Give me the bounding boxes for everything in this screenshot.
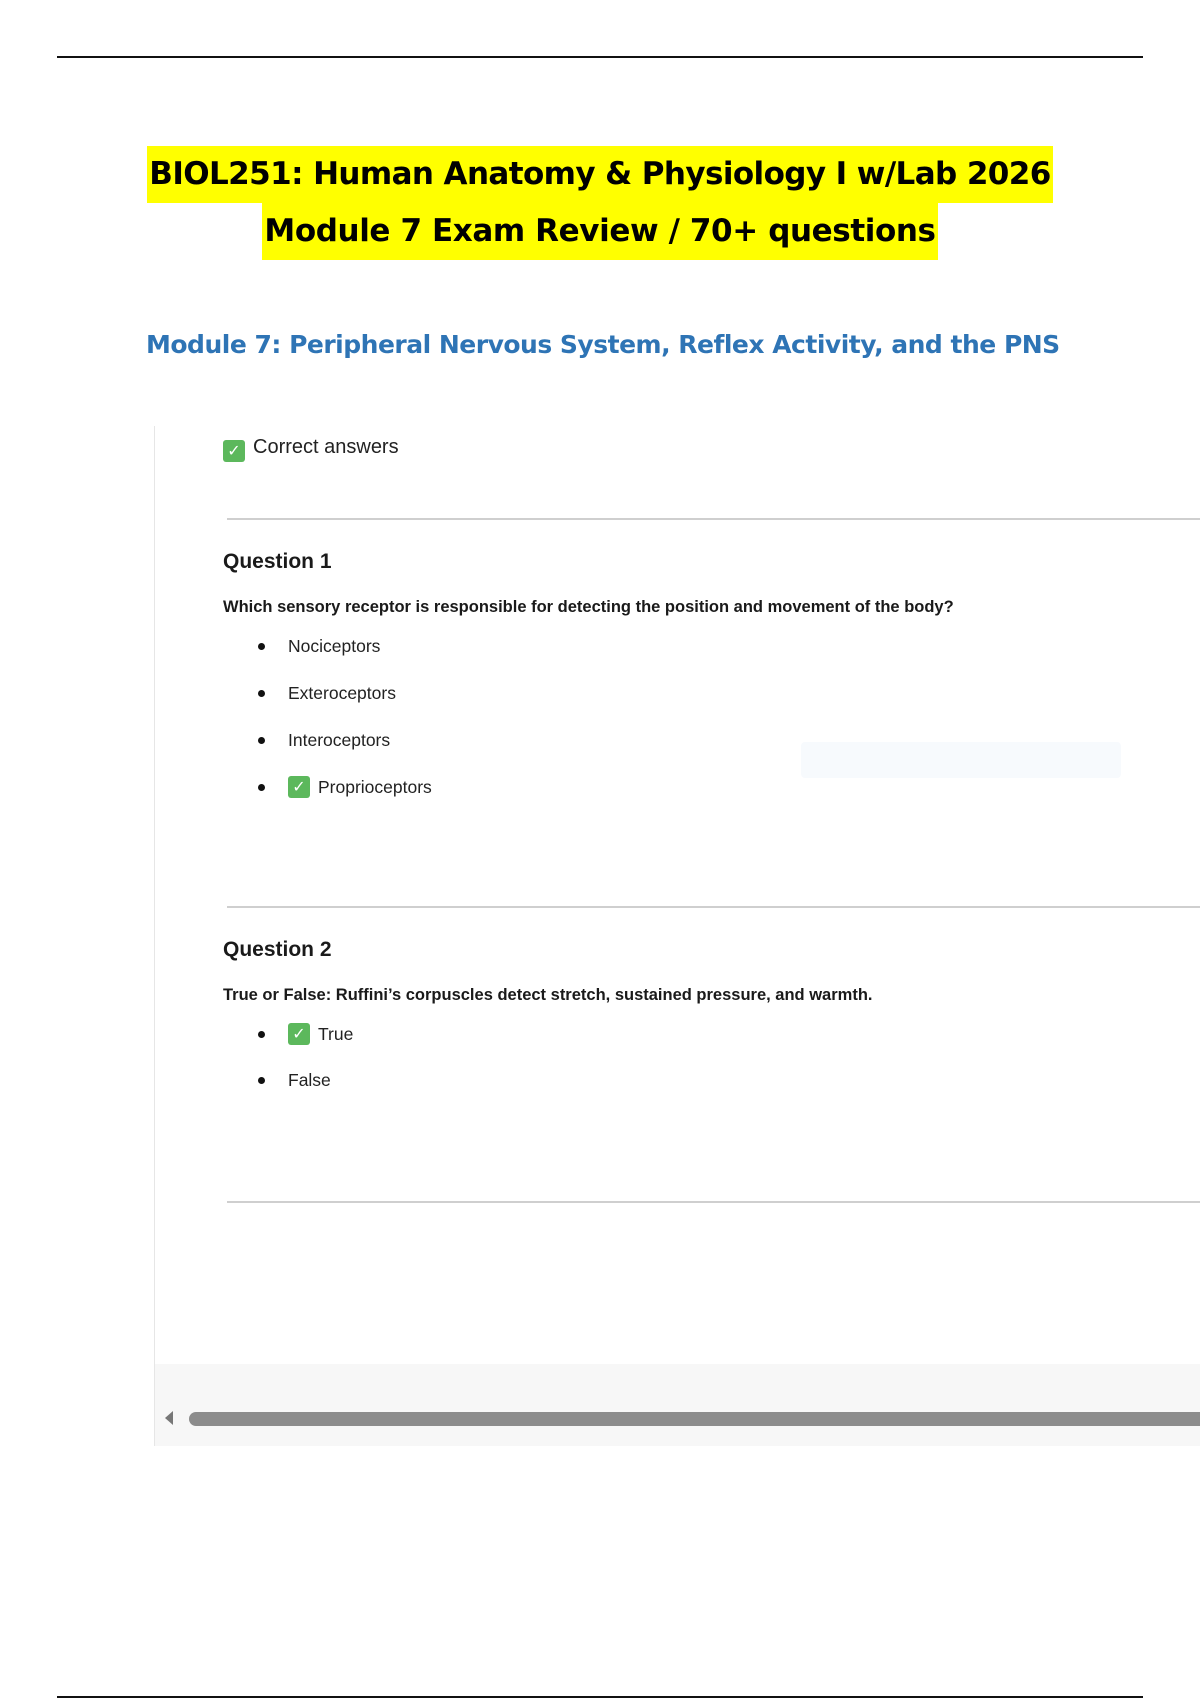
page-bottom-rule [57,1696,1143,1698]
question-text: Which sensory receptor is responsible for detecting the position and movement of the body? [223,598,954,616]
question-text: True or False: Ruffini’s corpuscles detect stretch, sustained pressure, and warmth. [223,986,873,1004]
answer-option-false [223,1069,1183,1115]
question-title: Question 2 [223,938,332,961]
divider [227,1201,1200,1203]
question-1 [223,550,1183,823]
document-title [0,146,1200,260]
answer-options [223,1023,1183,1115]
faded-tooltip [801,742,1121,778]
divider [227,518,1200,520]
title-line-1: BIOL251: Human Anatomy & Physiology I w/Lab 2026 [147,146,1052,203]
answer-option-label: Interoceptors [288,730,391,750]
answer-option-proprioceptors [223,776,1183,823]
answer-option-label: True [318,1024,354,1044]
question-title: Question 1 [223,550,332,573]
answer-option-label: Proprioceptors [318,777,432,797]
scroll-left-arrow-icon[interactable] [165,1411,173,1425]
title-line-2: Module 7 Exam Review / 70+ questions [262,203,937,260]
check-mark-icon: ✓ [288,1023,310,1045]
question-2 [223,938,1183,1115]
answer-option-true [223,1023,1183,1069]
check-mark-icon: ✓ [223,440,245,462]
correct-answers-label: Correct answers [253,436,399,458]
page-top-rule [57,56,1143,58]
quiz-screenshot [154,426,1200,1446]
scrollbar-thumb[interactable] [189,1412,1200,1426]
answer-option-label: Nociceptors [288,636,381,656]
divider [227,906,1200,908]
correct-answers-legend [223,436,399,462]
horizontal-scrollbar[interactable] [155,1364,1200,1446]
answer-option-label: Exteroceptors [288,683,396,703]
answer-option-label: False [288,1070,331,1090]
answer-option-exteroceptors [223,682,1183,729]
answer-options [223,635,1183,823]
answer-option-nociceptors [223,635,1183,682]
check-mark-icon: ✓ [288,776,310,798]
module-heading: Module 7: Peripheral Nervous System, Reflex Activity, and the PNS [146,330,1060,359]
